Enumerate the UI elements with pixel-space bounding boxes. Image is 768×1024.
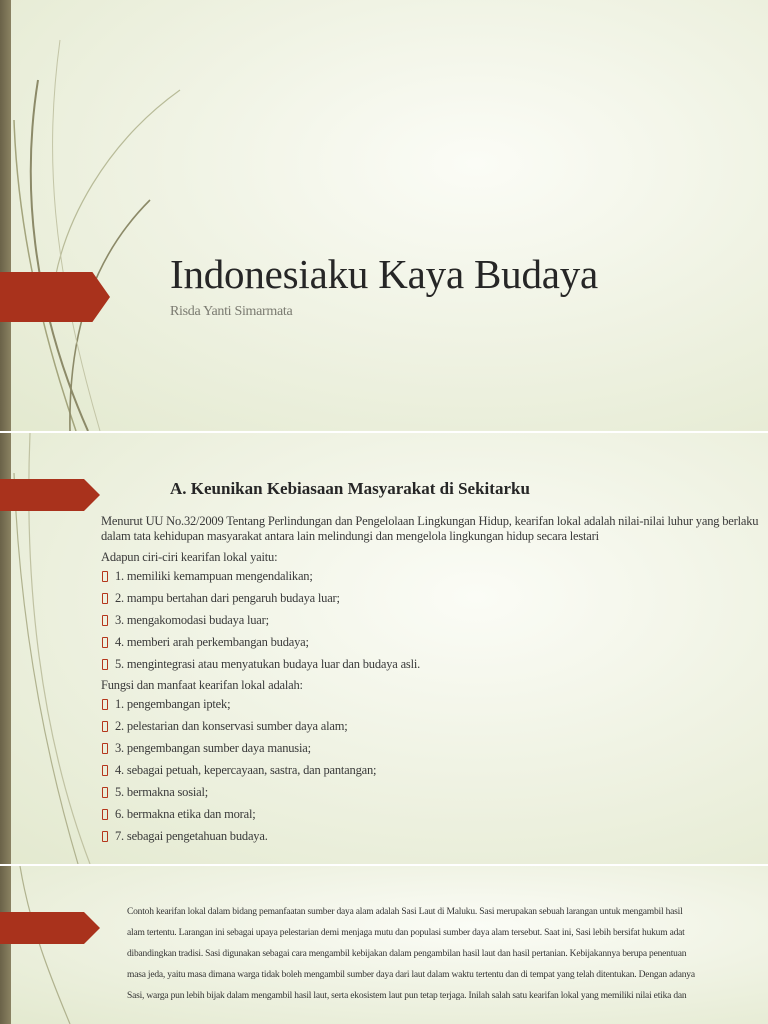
slide-body <box>101 514 765 850</box>
bullet-icon <box>102 571 108 582</box>
list-item: 4. sebagai petuah, kepercayaan, sastra, dan pantangan; <box>101 759 765 781</box>
list-item: 2. pelestarian dan konservasi sumber daya alam; <box>101 715 765 737</box>
ciri-list <box>101 565 765 675</box>
list-item: 3. mengakomodasi budaya luar; <box>101 609 765 631</box>
bullet-icon <box>102 615 108 626</box>
list-item: 5. mengintegrasi atau menyatukan budaya luar dan budaya asli. <box>101 653 765 675</box>
fungsi-heading: Fungsi dan manfaat kearifan lokal adalah: <box>101 678 303 692</box>
bullet-icon <box>102 699 108 710</box>
example-paragraph: Contoh kearifan lokal dalam bidang pemanfaatan sumber daya alam adalah Sasi Laut di Maluku. Sasi merupakan sebuah larangan untuk mengambil hasil alam tertentu. Larangan ini sebagai upaya pelestarian demi menjaga mutu dan populasi sumber daya alam tersebut. Saat ini, Sasi lebih bersifat hukum adat dibandingkan tradisi. Sasi digunakan sebagai cara mengambil kebijakan dalam pengambilan hasil laut dan hasil pertanian. Kebijakannya berupa penentuan masa jeda, yaitu masa dimana warga tidak boleh mengambil sumber daya dari laut dalam waktu tertentu dan di tempat yang telah ditentukan. Dengan adanya Sasi, warga pun lebih bijak dalam mengambil hasil laut, serta ekosistem laut pun tetap terjaga. Inilah salah satu kearifan lokal yang memiliki nilai etika dan <box>127 907 695 1001</box>
ciri-heading: Adapun ciri-ciri kearifan lokal yaitu: <box>101 550 278 564</box>
bullet-icon <box>102 721 108 732</box>
bullet-icon <box>102 765 108 776</box>
accent-arrow <box>0 479 100 511</box>
list-item: 5. bermakna sosial; <box>101 781 765 803</box>
list-item: 2. mampu bertahan dari pengaruh budaya luar; <box>101 587 765 609</box>
intro-paragraph: Menurut UU No.32/2009 Tentang Perlindungan dan Pengelolaan Lingkungan Hidup, kearifan lokal adalah nilai-nilai luhur yang berlaku dalam tata kehidupan masyarakat antara lain melindungi dan mengelola lingkungan hidup secara lestari <box>101 514 759 543</box>
slide-example <box>0 866 768 1024</box>
bullet-icon <box>102 831 108 842</box>
list-item: 1. memiliki kemampuan mengendalikan; <box>101 565 765 587</box>
decorative-swirl <box>0 0 200 431</box>
list-item: 6. bermakna etika dan moral; <box>101 803 765 825</box>
bullet-icon <box>102 659 108 670</box>
list-item: 1. pengembangan iptek; <box>101 693 765 715</box>
accent-arrow <box>0 912 100 944</box>
list-item: 3. pengembangan sumber daya manusia; <box>101 737 765 759</box>
bullet-icon <box>102 809 108 820</box>
slide-title <box>0 0 768 431</box>
bullet-icon <box>102 743 108 754</box>
fungsi-list <box>101 693 765 847</box>
accent-arrow <box>0 272 110 322</box>
list-item: 7. sebagai pengetahuan budaya. <box>101 825 765 847</box>
bullet-icon <box>102 787 108 798</box>
section-heading: A. Keunikan Kebiasaan Masyarakat di Sekitarku <box>170 479 530 498</box>
bullet-icon <box>102 637 108 648</box>
slide-content <box>0 433 768 864</box>
slide-title-text: Indonesiaku Kaya Budaya <box>170 251 599 297</box>
list-item: 4. memberi arah perkembangan budaya; <box>101 631 765 653</box>
slide-subtitle: Risda Yanti Simarmata <box>170 304 293 319</box>
bullet-icon <box>102 593 108 604</box>
